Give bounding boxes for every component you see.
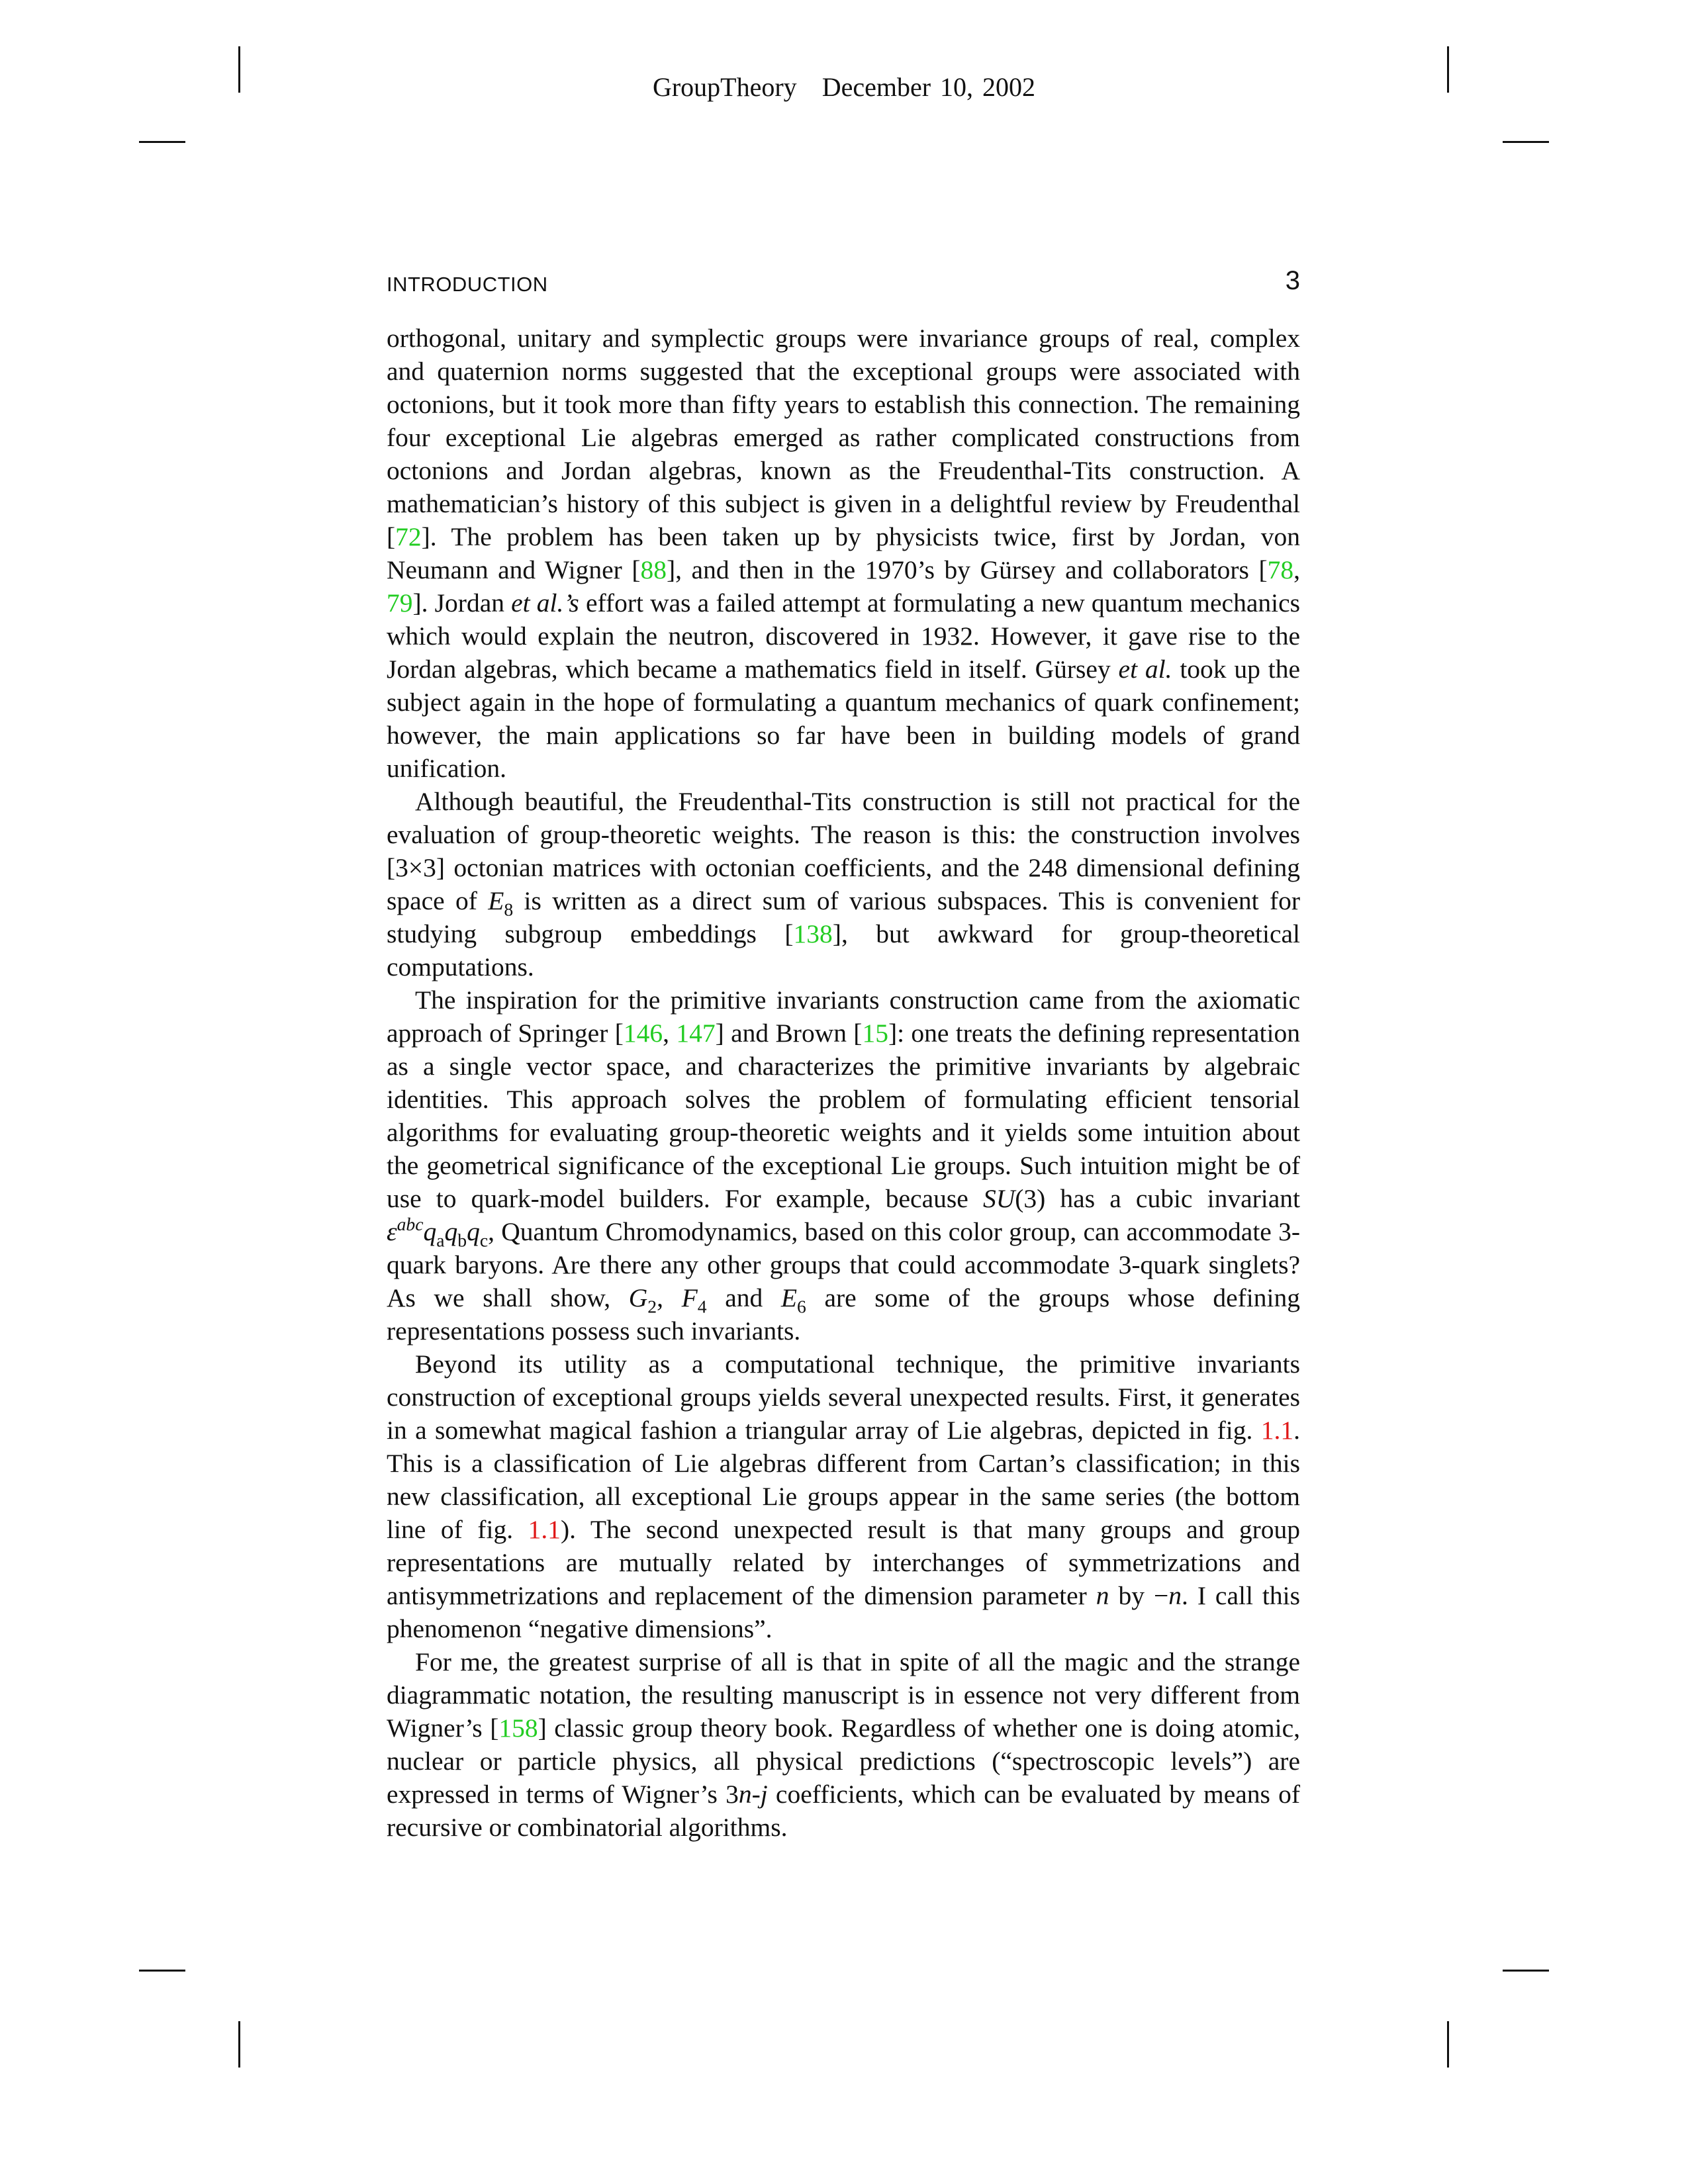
subscript: 2 [647,1296,657,1317]
running-head [0,71,1688,103]
italic-text: G [628,1283,648,1312]
superscript: abc [397,1213,424,1234]
crop-mark-bottom-left-vertical [238,2021,240,2068]
figure-reference-link[interactable]: 1.1 [1260,1416,1294,1445]
text-run: Beyond its utility as a computational technique, the primitive invariants construction of exceptional groups yields several unexpected results. First, it generates in a somewhat magical fashion a triangular array of Lie algebras, depicted in fig. [387,1349,1300,1445]
paragraph [387,1645,1300,1844]
paragraph [387,785,1300,983]
text-run: ). The second unexpected result is that many groups and group representations are mutually related by interchanges of symmetrizations and antisymmetrizations and replacement of the dimension parameter [387,1515,1300,1610]
subscript: 6 [797,1296,806,1317]
subscript: c [479,1230,489,1251]
citation-link[interactable]: 138 [793,919,833,948]
italic-text: et al. [1118,655,1172,684]
text-run: (3) has a cubic invariant [1015,1184,1300,1213]
text-run: The inspiration for the primitive invariants construction came from the axiomatic approach of Springer [ [387,985,1300,1048]
text-run: ], but awkward for group-theoretical computations. [387,919,1300,981]
italic-text: q [444,1217,458,1246]
text-run: ] classic group theory book. Regardless of whether one is doing atomic, nuclear or particle physics, all physical predictions (“spectroscopic levels”) are expressed in terms of Wigner’s 3 [387,1713,1300,1809]
paragraph [387,983,1300,1347]
citation-link[interactable]: 88 [640,555,667,584]
italic-text: q [423,1217,437,1246]
header-date: December 10, 2002 [821,72,1036,102]
italic-text: F [681,1283,698,1312]
italic-text: n [1096,1581,1109,1610]
page-number: 3 [1285,266,1300,295]
paragraph [387,1347,1300,1645]
text-run: , [663,1019,677,1048]
citation-link[interactable]: 146 [623,1019,663,1048]
text-run: ]: one treats the defining representation as a single vector space, and characterizes the primitive invariants by algebraic identities. This approach solves the problem of formulating efficient tensorial algorithms for evaluating group-theoretic weights and it yields some intuition about the geometrical significance of the exceptional Lie groups. Such intuition might be of use to quark-model builders. For example, because [387,1019,1300,1213]
italic-text: ε [387,1217,397,1246]
italic-text: j [760,1780,768,1809]
italic-text: SU [982,1184,1015,1213]
italic-text: n [1168,1581,1182,1610]
citation-link[interactable]: 15 [862,1019,888,1048]
subscript: 4 [697,1296,707,1317]
text-run: is written as a direct sum of various subspaces. This is convenient for studying subgroup embeddings [ [387,886,1300,948]
text-run: and [706,1283,781,1312]
book-title: GroupTheory [652,72,797,102]
figure-reference-link[interactable]: 1.1 [528,1515,561,1544]
text-run: ], and then in the 1970’s by Gürsey and collaborators [ [666,555,1268,584]
paragraph [387,322,1300,785]
italic-text: E [488,886,504,915]
italic-text: E [780,1283,797,1312]
crop-mark-bottom-left-horizontal [139,1970,185,1972]
text-run: , [657,1283,682,1312]
citation-link[interactable]: 158 [498,1713,538,1743]
italic-text: n [738,1780,752,1809]
text-run: ]. The problem has been taken up by physicists twice, first by Jordan, von Neumann and Wigner [ [387,522,1300,584]
crop-mark-bottom-right-horizontal [1503,1970,1549,1972]
text-run: Although beautiful, the Freudenthal-Tits construction is still not practical for the evaluation of group-theoretic weights. The reason is this: the construction involves [3×3] octonian matrices with octonian coefficients, and the 248 dimensional defining space of [387,787,1300,915]
text-run: , [1293,555,1300,584]
text-run: are some of the groups whose defining representations possess such invariants. [387,1283,1301,1345]
citation-link[interactable]: 147 [676,1019,716,1048]
text-run: ] and Brown [ [715,1019,863,1048]
text-run: - [751,1780,761,1809]
crop-mark-top-left-horizontal [139,141,185,143]
subscript: b [457,1230,467,1251]
text-run: took up the subject again in the hope of formulating a quantum mechanics of quark confinement; however, the main applications so far have been in building models of grand unification. [387,655,1300,783]
crop-mark-top-right-horizontal [1503,141,1549,143]
italic-text: q [467,1217,480,1246]
text-run: , Quantum Chromodynamics, based on this color group, can accommodate 3-quark baryons. Are there any other groups that could accommodate 3-quark singlets? As we shall show, [387,1217,1300,1312]
citation-link[interactable]: 72 [395,522,422,551]
text-run: orthogonal, unitary and symplectic groups were invariance groups of real, complex and quaternion norms suggested that the exceptional groups were associated with octonions, but it took more than fifty years to establish this connection. The remaining four exceptional Lie algebras emerged as rather complicated constructions from octonions and Jordan algebras, known as the Freudenthal-Tits construction. A mathematician’s history of this subject is given in a delightful review by Freudenthal [ [387,324,1300,551]
section-header [387,266,1300,300]
section-title: INTRODUCTION [387,273,548,296]
text-run: . I call this phenomenon “negative dimensions”. [387,1581,1300,1643]
body-text [387,322,1300,1844]
citation-link[interactable]: 79 [387,588,413,617]
subscript: a [436,1230,445,1251]
citation-link[interactable]: 78 [1267,555,1294,584]
italic-text: et al.’s [511,588,579,617]
text-run: ]. Jordan [412,588,512,617]
text-run: For me, the greatest surprise of all is that in spite of all the magic and the strange diagrammatic notation, the resulting manuscript is in essence not very different from Wigner’s [ [387,1647,1300,1743]
text-run: coefficients, which can be evaluated by means of recursive or combinatorial algorithms. [387,1780,1300,1842]
text-run: by − [1109,1581,1169,1610]
text-run: effort was a failed attempt at formulating a new quantum mechanics which would explain the neutron, discovered in 1932. However, it gave rise to the Jordan algebras, which became a mathematics field in itself. Gürsey [387,588,1300,684]
subscript: 8 [504,899,514,920]
text-run: . This is a classification of Lie algebras different from Cartan’s classification; in this new classification, all exceptional Lie groups appear in the same series (the bottom line of fig. [387,1416,1300,1544]
crop-mark-bottom-right-vertical [1447,2021,1449,2068]
